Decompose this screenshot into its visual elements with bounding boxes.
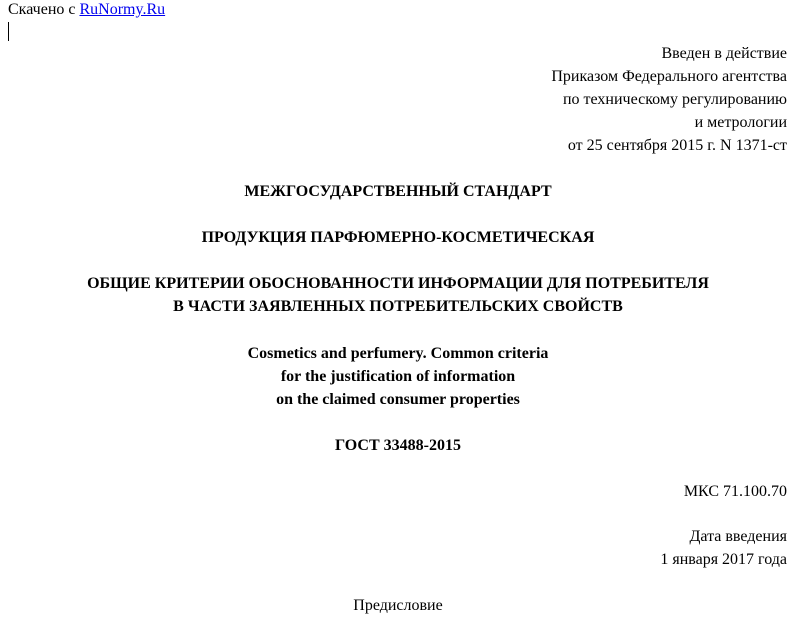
introduction-line: Приказом Федерального агентства — [551, 68, 787, 85]
introduction-line: по техническому регулированию — [562, 91, 787, 108]
english-title-line: for the justification of information — [280, 368, 516, 385]
effective-date-value: 1 января 2017 года — [660, 551, 787, 568]
introduction-block — [551, 42, 787, 157]
effective-date-label: Дата введения — [689, 528, 787, 545]
standard-type-heading: МЕЖГОСУДАРСТВЕННЫЙ СТАНДАРТ — [244, 183, 552, 200]
source-prefix: Скачено с — [8, 1, 80, 18]
standard-title-line: В ЧАСТИ ЗАЯВЛЕННЫХ ПОТРЕБИТЕЛЬСКИХ СВОЙСТВ — [173, 298, 623, 315]
effective-date-block — [660, 525, 787, 571]
english-title — [0, 342, 790, 411]
english-title-line: Cosmetics and perfumery. Common criteria — [247, 345, 549, 362]
introduction-line: и метрологии — [694, 114, 787, 131]
source-link[interactable]: RuNormy.Ru — [79, 1, 166, 18]
source-line — [8, 0, 165, 21]
preface-heading: Предисловие — [353, 597, 443, 614]
mks-code: МКС 71.100.70 — [683, 483, 787, 500]
standard-title-line: ОБЩИЕ КРИТЕРИИ ОБОСНОВАННОСТИ ИНФОРМАЦИИ ДЛЯ ПОТРЕБИТЕЛЯ — [87, 275, 709, 292]
introduction-line: Введен в действие — [661, 45, 787, 62]
product-heading: ПРОДУКЦИЯ ПАРФЮМЕРНО-КОСМЕТИЧЕСКАЯ — [201, 229, 595, 246]
standard-title — [0, 272, 790, 318]
english-title-line: on the claimed consumer properties — [276, 391, 520, 408]
standard-designation: ГОСТ 33488-2015 — [335, 437, 461, 454]
text-cursor — [8, 22, 9, 41]
introduction-line: от 25 сентября 2015 г. N 1371-ст — [567, 137, 787, 154]
